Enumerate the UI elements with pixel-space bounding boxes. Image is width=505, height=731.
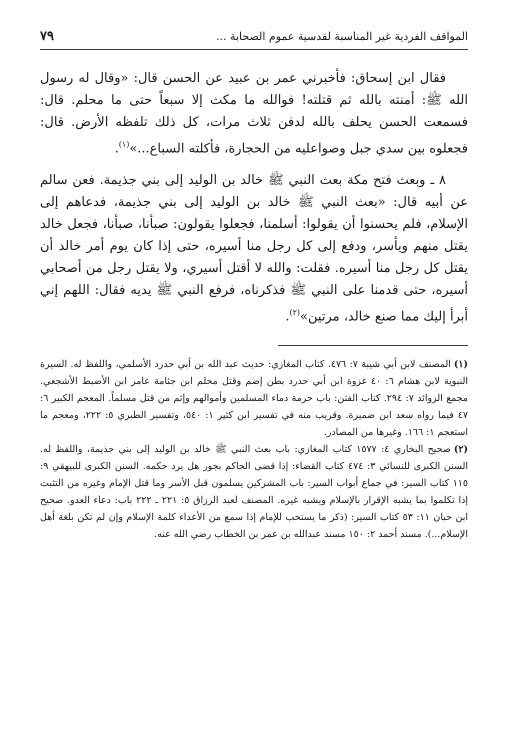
running-header bbox=[40, 30, 468, 50]
footnote-2-number: (٢) bbox=[453, 443, 468, 455]
footnote-1-text: المصنف لابن أبي شيبة ٧: ٤٧٦. كتاب المغازي: حديث عبد الله بن أبي حدرد الأسلمي، واللفظ له. السيرة النبوية لابن هشام ٦: ٤٠ غزوة ابن أبي حدرد بطن إضم وقتل محلم ابن جثامة عامر ابن الأضبط الأشجعي. مجمع الزوائد ٧: ٢٩٤. كتاب الفتن: باب حرمة دماء المسلمين وأموالهم وإثم من قتل مسلماً. المعجم الكبير ٦: ٤٧ فيما رواه سعد ابن ضميرة. وقريب منه في تفسير ابن كثير ١: ٥٤٠، وتفسير الطبري ٥: ٢٢٢، ومعجم ما استعجم ١: ١٦٦. وغيرها من المصادر. bbox=[40, 358, 468, 438]
footnote-1 bbox=[40, 356, 468, 441]
paragraph-2-text: ٨ ـ وبعث فتح مكة بعث النبي ﷺ خالد بن الوليد إلى بني جذيمة. فعن سالم عن أبيه قال: «بعث النبي ﷺ خالد بن الوليد إلى بني جذيمة، فدعاهم إلى الإسلام، فلم يحسنوا أن يقولوا: أسلمنا، فجعلوا يقولون: صبأنا، صبأنا، فجعل خالد يقتل منهم ويأسر، ودفع إلى كل رجل منا أسيره، حتى إذا كان يوم أمر خالد أن يقتل كل رجل منا أسيره. فقلت: والله لا أقتل أسيري، ولا يقتل رجل من أصحابي أسيره، حتى قدمنا على النبي ﷺ فذكرناه، فرفع النبي ﷺ يديه فقال: اللهم إني أبرأ إليك مما صنع خالد، مرتين» bbox=[40, 173, 468, 325]
footnote-ref-2[interactable]: (٢) bbox=[289, 308, 301, 318]
footnote-2 bbox=[40, 441, 468, 543]
footnote-1-number: (١) bbox=[453, 358, 468, 370]
footnote-ref-1[interactable]: (١) bbox=[118, 140, 130, 149]
paragraph-2: ٨ ـ وبعث فتح مكة بعث النبي ﷺ خالد بن الوليد إلى بني جذيمة. فعن سالم عن أبيه قال: «بعث النبي ﷺ خالد بن الوليد إلى بني جذيمة، فدعاهم إلى الإسلام، فلم يحسنوا أن يقولوا: أسلمنا، فجعلوا يقولون: صبأنا، صبأنا، فجعل خالد يقتل منهم ويأسر، ودفع إلى كل رجل منا أسيره، حتى إذا كان يوم أمر خالد أن يقتل كل رجل منا أسيره. فقلت: والله لا أقتل أسيري، ولا يقتل رجل من أصحابي أسيره، حتى قدمنا على النبي ﷺ فذكرناه، فرفع النبي ﷺ يديه فقال: اللهم إني أبرأ إليك مما صنع خالد، مرتين»$^{(٢)}$. bbox=[40, 173, 468, 325]
footnote-separator bbox=[278, 345, 468, 346]
footnotes bbox=[40, 356, 468, 543]
paragraph-1: فقال ابن إسحاق: فأخبرني عمر بن عبيد عن الحسن قال: «وقال له رسول الله ﷺ: أمنته بالله ثم قتلته! فوالله ما مكث إلا سبعاً حتى ما محلم. قال: فسمعت الحسن يحلف بالله لدفن ثلاث مرات، كل ذلك تلفظه الأرض. قال: فجعلوه بين سدي جبل وصواعليه من الحجارة، فأكلته السباع...»$^{(١)}$. bbox=[40, 71, 468, 157]
book-page bbox=[40, 30, 468, 710]
running-title: المواقف الفردية غير المناسبة لقدسية عموم الصحابة ... bbox=[216, 30, 468, 43]
page-number: ٧٩ bbox=[40, 29, 54, 44]
paragraph-1-text: فقال ابن إسحاق: فأخبرني عمر بن عبيد عن الحسن قال: «وقال له رسول الله ﷺ: أمنته بالله ثم قتلته! فوالله ما مكث إلا سبعاً حتى ما محلم. قال: فسمعت الحسن يحلف بالله لدفن ثلاث مرات، كل ذلك تلفظه الأرض. قال: فجعلوه بين سدي جبل وصواعليه من الحجارة، فأكلته السباع...» bbox=[40, 71, 468, 157]
main-text bbox=[40, 68, 468, 329]
footnote-2-text: صحيح البخاري ٤: ١٥٧٧ كتاب المغازي: باب بعث النبي ﷺ خالد بن الوليد إلى بني جذيمة، واللفظ له. السنن الكبرى للنسائي ٣: ٤٧٤ كتاب القضاء: إذا قضى الحاكم بجور هل يرد حكمه. السنن الكبرى للبيهقي ٩: ١١٥ كتاب السير: في جماع أبواب السير: باب المشركين يسلمون قبل الأسر وما قتل الإمام وغيره من التثبت إذا تكلموا بما يشبه الإقرار بالإسلام ويشبه غيره. المصنف لعبد الرزاق ٥: ٢٢١ ـ ٢٢٢ باب: دعاء العدو. صحيح ابن حبان ١١: ٥٣ كتاب السير: (ذكر ما يستحب للإمام إذا سمع من الأعداء كلمة الإسلام وإن لم تكن بلغة أهل الإسلام...). مسند أحمد ٢: ١٥٠ مسند عبدالله بن عمر بن الخطاب رضي الله عنه. bbox=[40, 443, 469, 540]
